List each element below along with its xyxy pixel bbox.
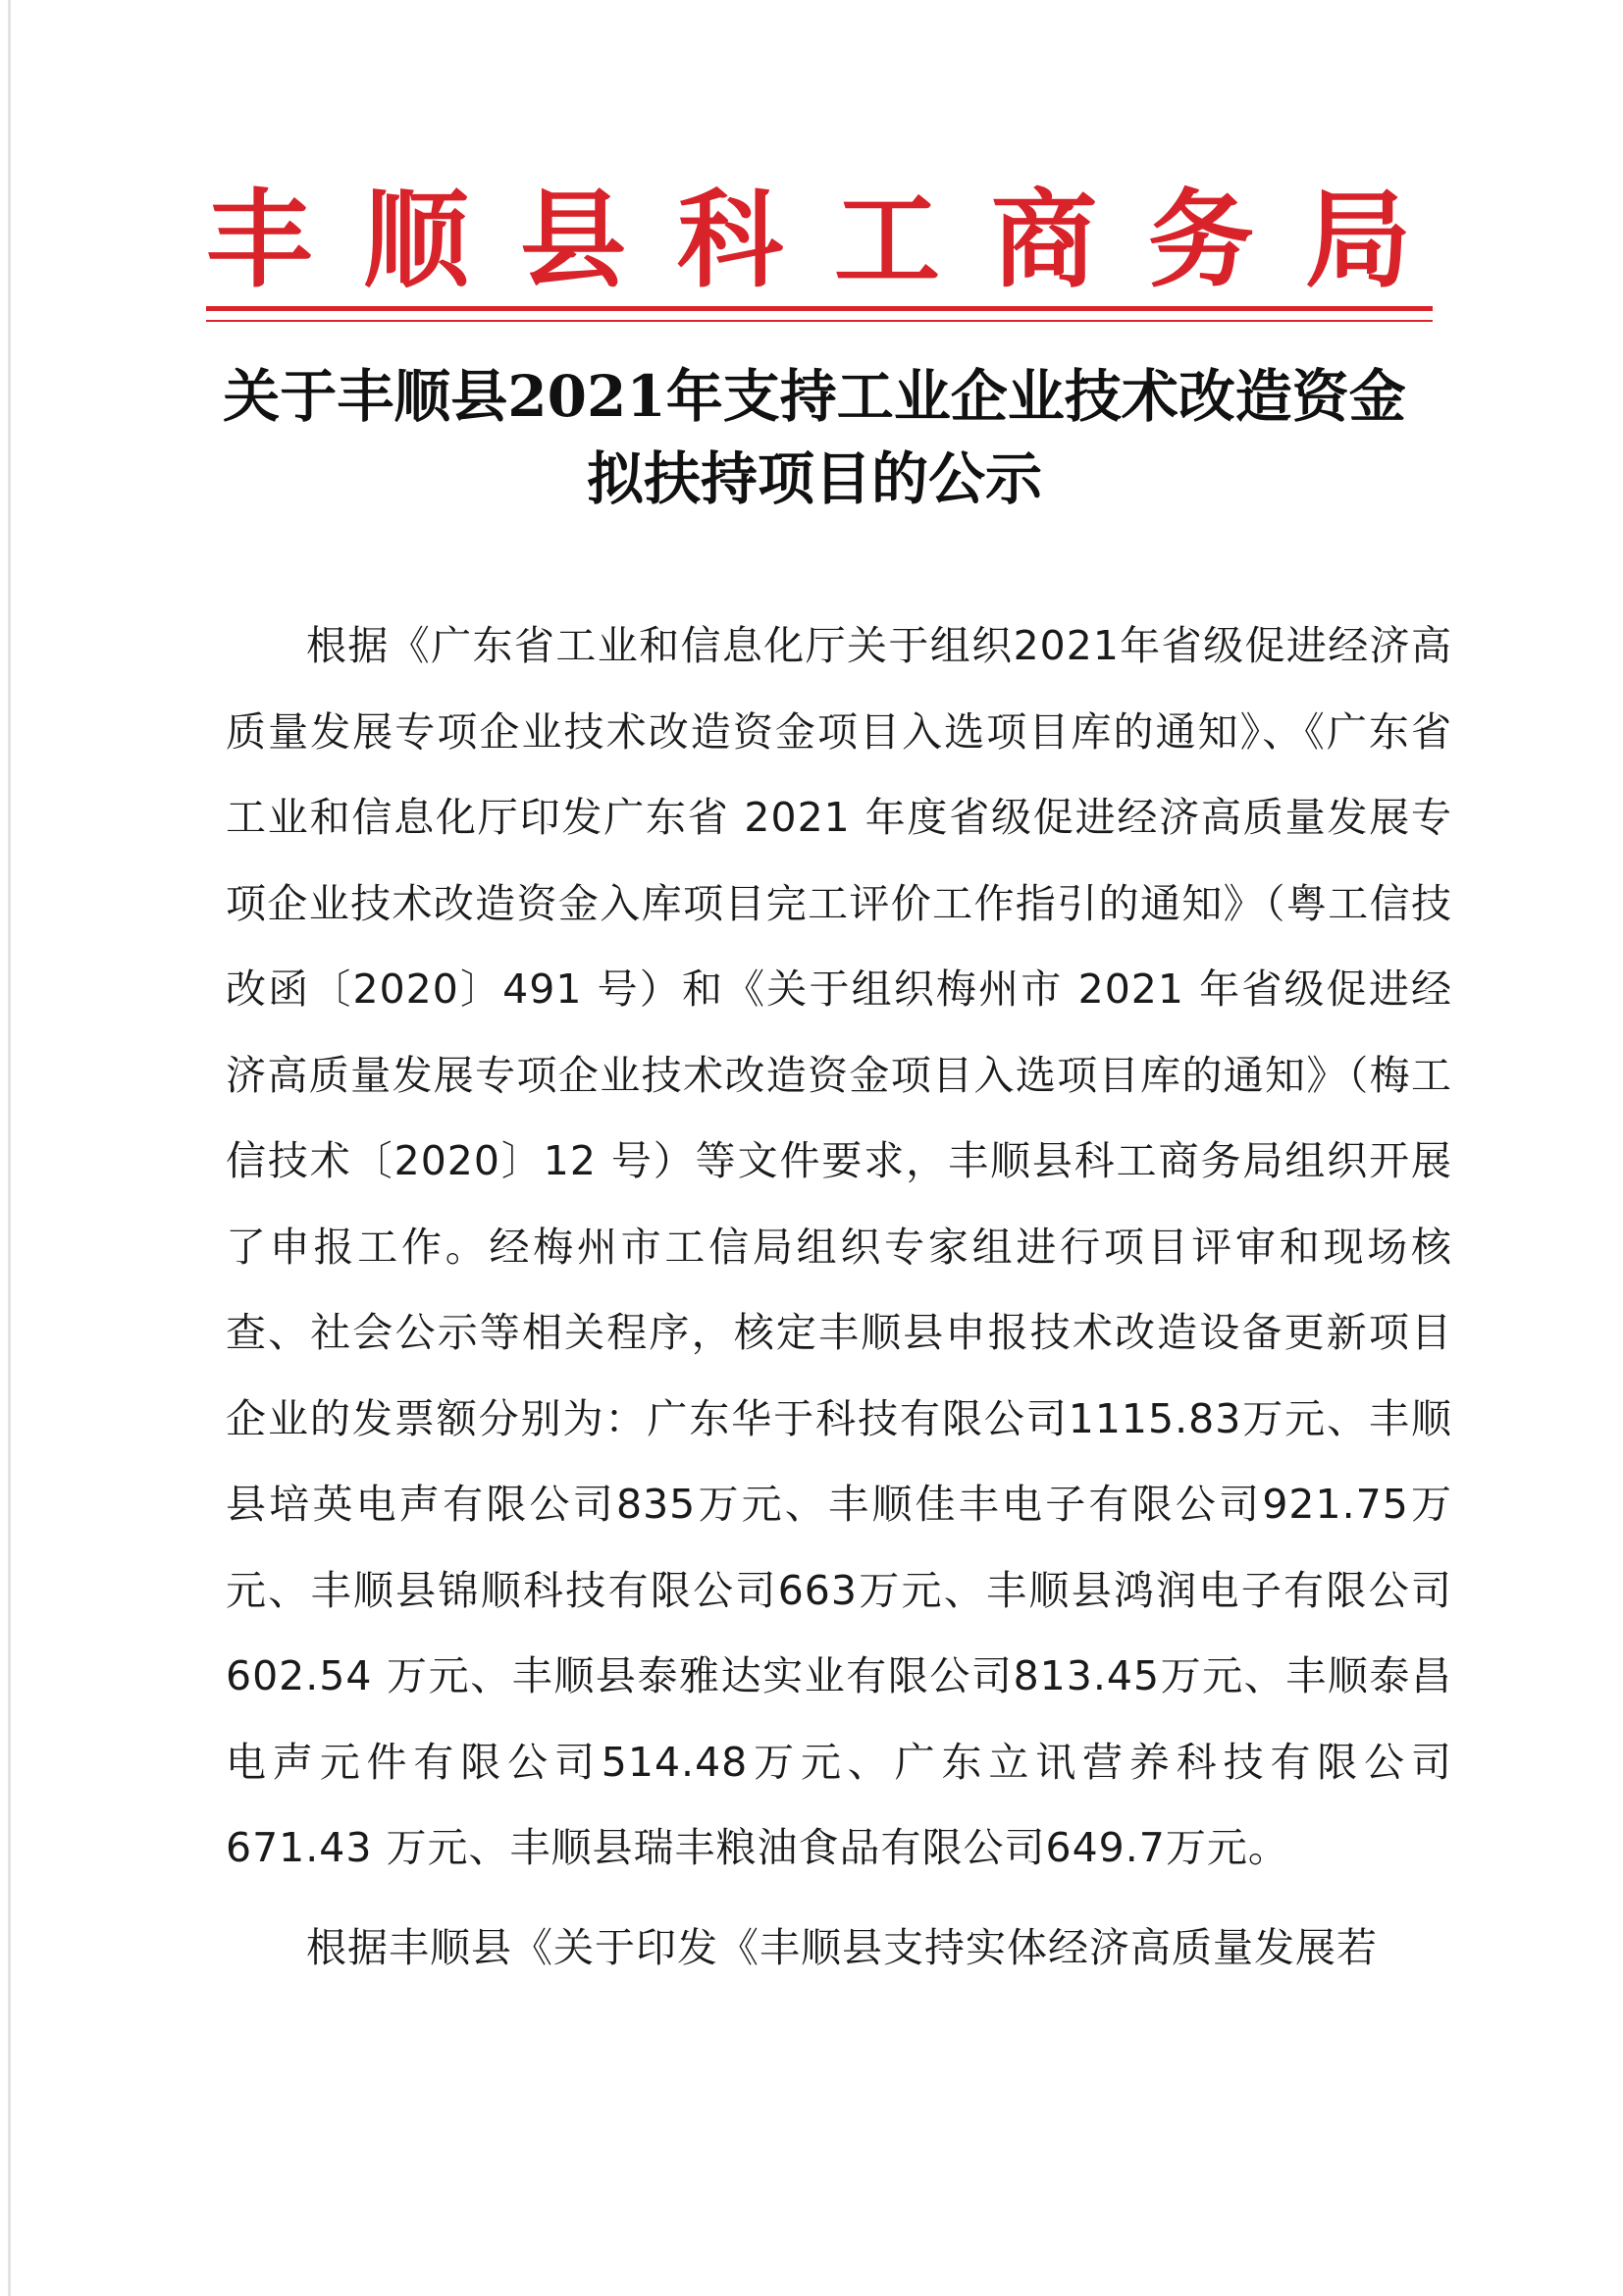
scan-edge-line bbox=[8, 0, 11, 2296]
header-rule-thin bbox=[206, 320, 1433, 322]
body-paragraph-1: 根据《广东省工业和信息化厅关于组织2021年省级促进经济高质量发展专项企业技术改造资金项目入选项目库的通知》、《广东省工业和信息化厅印发广东省 2021 年度省级促进经济高质量发展专项企业技术改造资金入库项目完工评价工作指引的通知》（粤工信技改函〔2020〕491 号）和《关于组织梅州市 2021 年省级促进经济高质量发展专项企业技术改造资金项目入选项目库的通知》（梅工信技术〔2020〕12 号）等文件要求，丰顺县科工商务局组织开展了申报工作。经梅州市工信局组织专家组进行项目评审和现场核查、社会公示等相关程序，核定丰顺县申报技术改造设备更新项目企业的发票额分别为：广东华于科技有限公司1115.83万元、丰顺县培英电声有限公司835万元、丰顺佳丰电子有限公司921.75万元、丰顺县锦顺科技有限公司663万元、丰顺县鸿润电子有限公司 602.54 万元、丰顺县泰雅达实业有限公司813.45万元、丰顺泰昌电声元件有限公司514.48万元、广东立讯营养科技有限公司 671.43 万元、丰顺县瑞丰粮油食品有限公司649.7万元。 bbox=[226, 622, 1452, 1871]
document-body bbox=[226, 603, 1452, 1991]
organization-header: 丰顺县科工商务局 bbox=[206, 179, 1463, 302]
document-title bbox=[196, 355, 1433, 520]
body-paragraph-2: 根据丰顺县《关于印发《丰顺县支持实体经济高质量发展若 bbox=[306, 1923, 1378, 1971]
title-line-1: 关于丰顺县2021年支持工业企业技术改造资金 bbox=[223, 363, 1406, 430]
header-rule-thick bbox=[206, 306, 1433, 311]
title-line-2: 拟扶持项目的公示 bbox=[586, 445, 1042, 512]
